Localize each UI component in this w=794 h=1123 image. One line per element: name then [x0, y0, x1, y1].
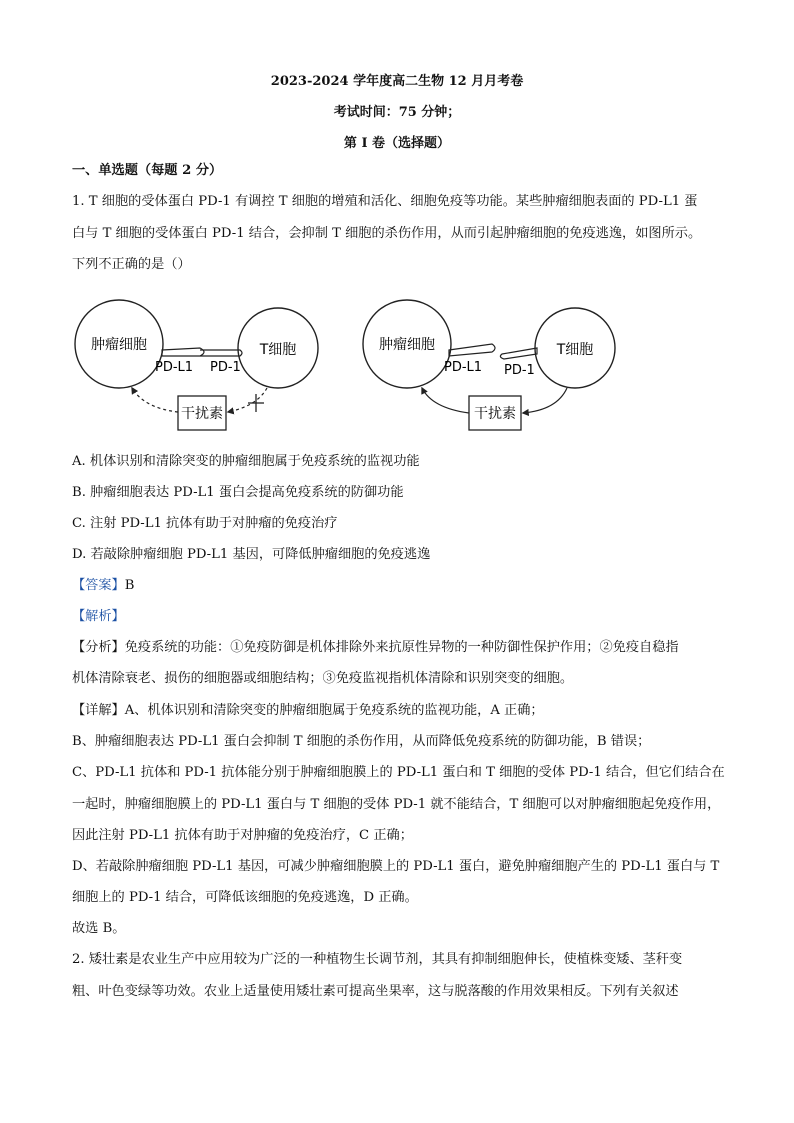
right-panel: [363, 300, 615, 430]
pdl1-label-left: PD-L1: [155, 360, 194, 375]
part-title: 第 I 卷（选择题）: [343, 136, 451, 151]
q1-xiangjie-line-4: 一起时，肿瘤细胞膜上的 PD-L1 蛋白与 T 细胞的受体 PD-1 就不能结合，T 细胞可以对肿瘤细胞起免疫作用，: [72, 797, 721, 812]
q1-stem-line-2: 白与 T 细胞的受体蛋白 PD-1 结合，会抑制 T 细胞的杀伤作用，从而引起肿瘤细胞的免疫逃逸，如图所示。: [72, 226, 702, 241]
xiangjie-tag: 【详解】: [72, 703, 125, 718]
q1-option-b: B. 肿瘤细胞表达 PD-L1 蛋白会提高免疫系统的防御功能: [72, 485, 404, 500]
q1-xiangjie-line-3: C、PD-L1 抗体和 PD-1 抗体能分别于肿瘤细胞膜上的 PD-L1 蛋白和 T 细胞的受体 PD-1 结合，但它们结合在: [72, 765, 725, 780]
answer-tag: 【答案】: [72, 578, 125, 593]
q1-answer-line: [72, 577, 722, 595]
pd1-label-right: PD-1: [504, 363, 535, 378]
t-cell-right-label: T细胞: [556, 342, 594, 358]
q1-xiangjie-line-5: 因此注射 PD-L1 抗体有助于对肿瘤的免疫治疗，C 正确；: [72, 828, 413, 843]
q1-stem-line-3: 下列不正确的是（）: [72, 257, 191, 272]
q1-conclusion: 故选 B。: [72, 921, 126, 936]
q1-xiangjie-line-1: [72, 702, 722, 720]
pdl1-receptor-right: [449, 344, 495, 356]
q1-xiangjie-line-6: D、若敲除肿瘤细胞 PD-L1 基因，可减少肿瘤细胞膜上的 PD-L1 蛋白，避免肿瘤细胞产生的 PD-L1 蛋白与 T: [72, 859, 720, 874]
arrow-ifn-to-tumor: [422, 388, 469, 413]
fenxi-tag: 【分析】: [72, 640, 125, 655]
pd1-receptor-right: [500, 348, 537, 359]
interferon-label-right: 干扰素: [474, 406, 516, 422]
pd1-label-left: PD-1: [210, 360, 241, 375]
dashed-arrow-t-to-ifn: [228, 388, 267, 412]
pd1-receptor-left: [200, 350, 242, 356]
q1-stem-line-1: 1. T 细胞的受体蛋白 PD-1 有调控 T 细胞的增殖和活化、细胞免疫等功能。某些肿瘤细胞表面的 PD-L1 蛋: [72, 194, 698, 209]
tumor-cell-left-label: 肿瘤细胞: [91, 337, 147, 353]
q1-option-c: C. 注射 PD-L1 抗体有助于对肿瘤的免疫治疗: [72, 516, 338, 531]
q1-analysis-heading: [72, 608, 722, 626]
q1-fenxi-line-1: [72, 639, 722, 657]
exam-title: 2023-2024 学年度高二生物 12 月月考卷: [270, 74, 524, 89]
pdl1-receptor-left: [162, 348, 204, 356]
t-cell-left-label: T细胞: [259, 342, 297, 358]
q1-fenxi-line-2: 机体清除衰老、损伤的细胞器或细胞结构；③免疫监视指机体清除和识别突变的细胞。: [72, 671, 574, 686]
q1-option-d: D. 若敲除肿瘤细胞 PD-L1 基因，可降低肿瘤细胞的免疫逃逸: [72, 547, 431, 562]
dashed-arrow-ifn-to-tumor: [132, 388, 178, 412]
pd1-pdl1-figure: [72, 296, 632, 442]
section-heading: 一、单选题（每题 2 分）: [72, 163, 223, 178]
analysis-tag: 【解析】: [72, 609, 125, 624]
fenxi-text-1: 免疫系统的功能：①免疫防御是机体排除外来抗原性异物的一种防御性保护作用；②免疫自稳指: [124, 640, 679, 655]
tumor-cell-right-label: 肿瘤细胞: [379, 337, 435, 353]
pdl1-label-right: PD-L1: [444, 360, 483, 375]
q2-stem-line-1: 2. 矮壮素是农业生产中应用较为广泛的一种植物生长调节剂，其具有抑制细胞伸长，使植株变矮、茎秆变: [72, 952, 683, 967]
q1-xiangjie-line-7: 细胞上的 PD-1 结合，可降低该细胞的免疫逃逸，D 正确。: [72, 890, 418, 905]
q2-stem-line-2: 粗、叶色变绿等功效。农业上适量使用矮壮素可提高坐果率，这与脱落酸的作用效果相反。下列有关叙述: [72, 984, 679, 999]
xiangjie-text-1: A、机体识别和清除突变的肿瘤细胞属于免疫系统的监视功能，A 正确；: [124, 703, 544, 718]
interferon-label-left: 干扰素: [181, 406, 223, 422]
q1-xiangjie-line-2: B、肿瘤细胞表达 PD-L1 蛋白会抑制 T 细胞的杀伤作用，从而降低免疫系统的防御功能，B 错误；: [72, 734, 651, 749]
left-panel: [75, 300, 318, 430]
answer-value: B: [124, 578, 135, 593]
exam-time: 考试时间：75 分钟；: [333, 105, 461, 120]
q1-option-a: A. 机体识别和清除突变的肿瘤细胞属于免疫系统的监视功能: [72, 454, 420, 469]
arrow-t-to-ifn: [523, 388, 567, 413]
